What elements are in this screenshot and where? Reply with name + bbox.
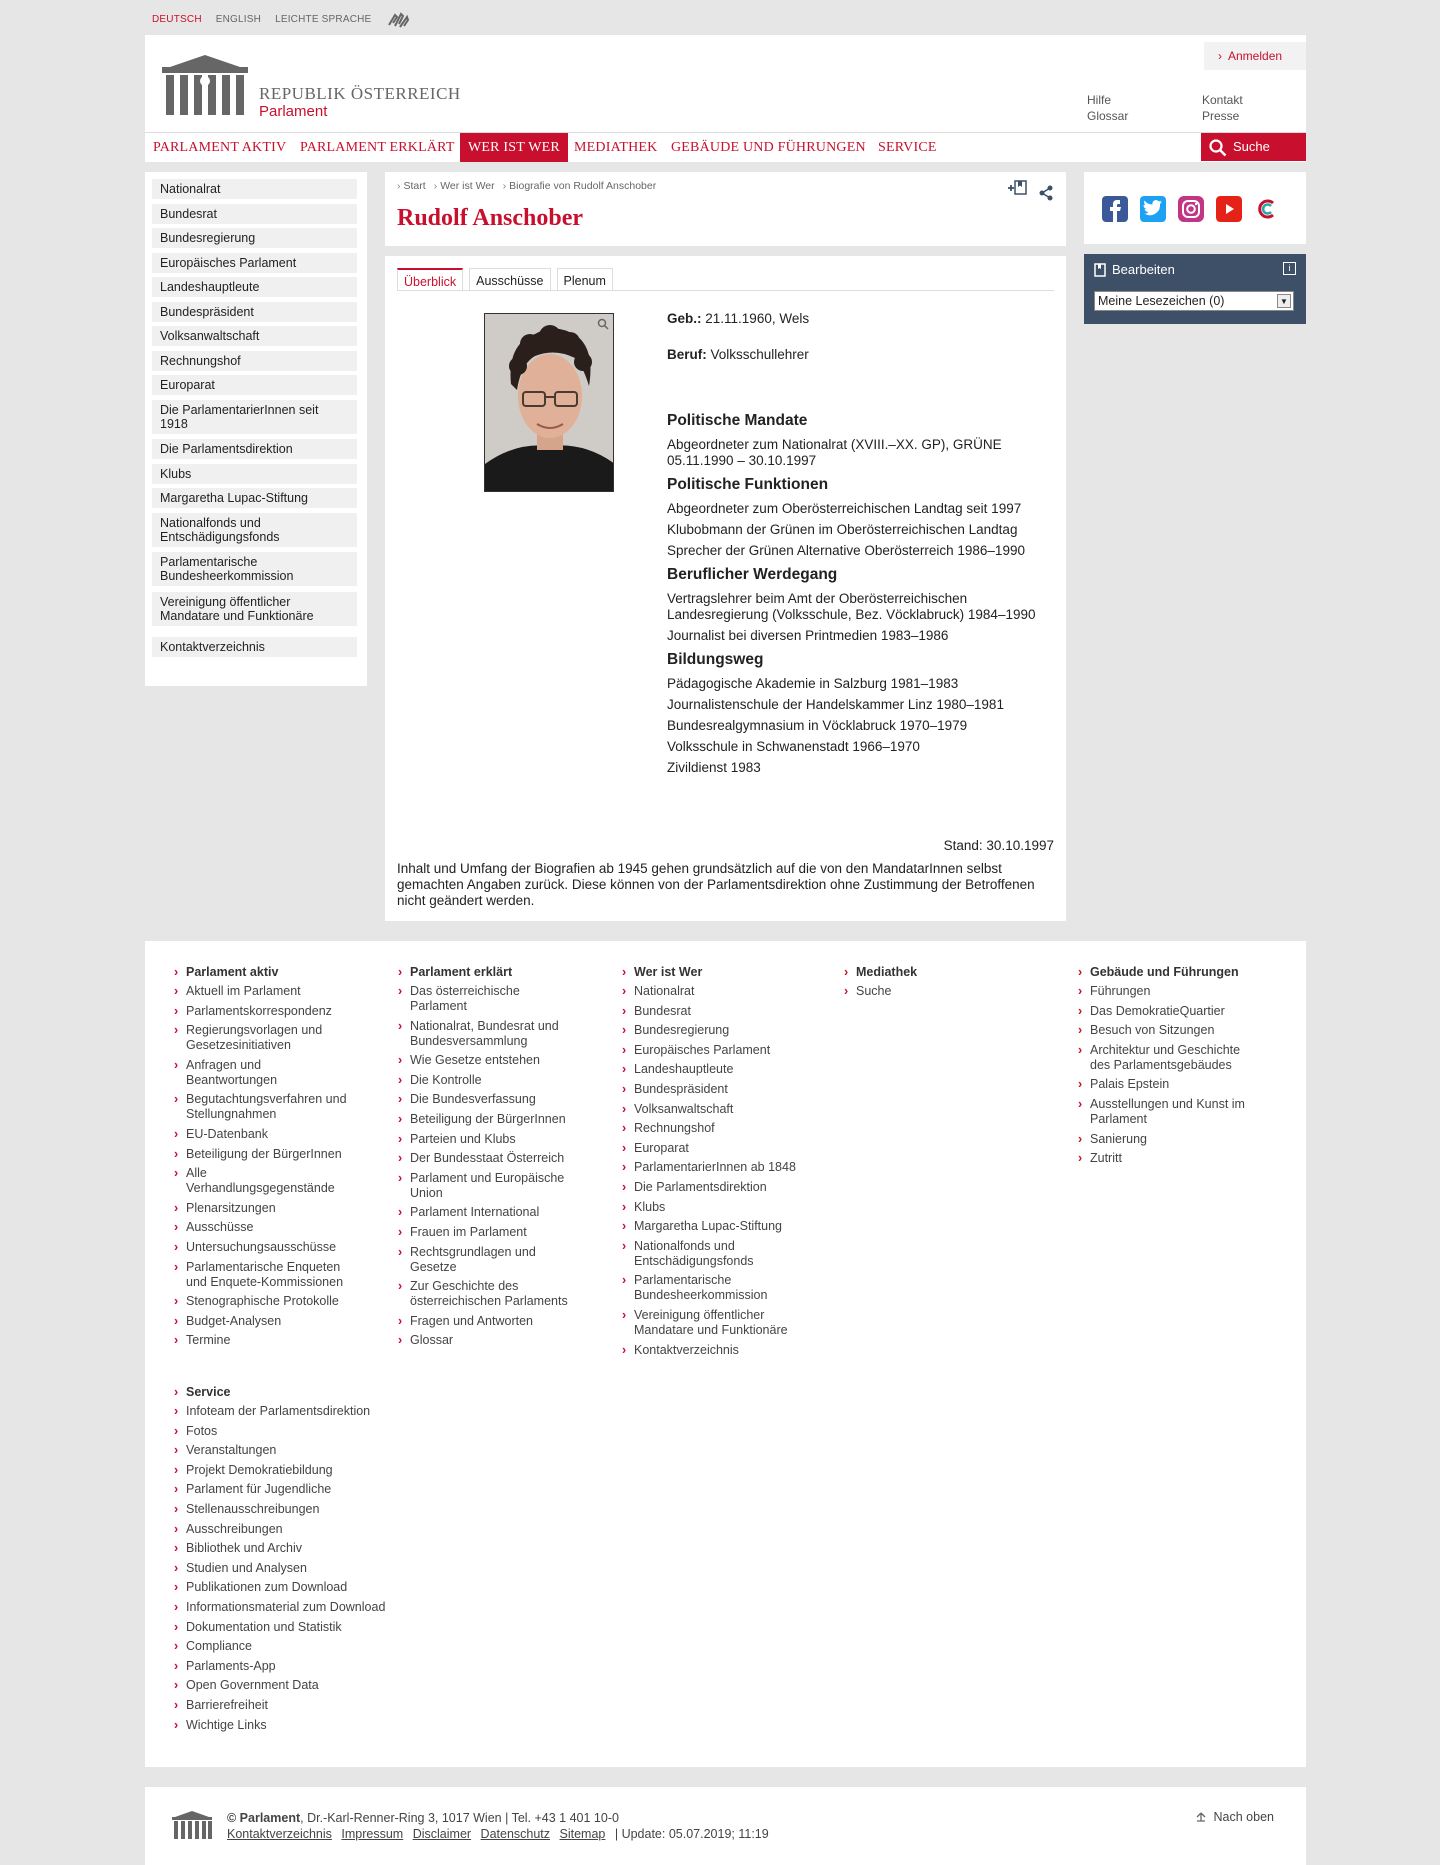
footer-link[interactable]: › Begutachtungsverfahren und Stellungnahmen bbox=[174, 1092, 354, 1122]
sidebar-item-parlamentarierinnen[interactable]: Die ParlamentarierInnen seit 1918 bbox=[152, 400, 357, 434]
sidebar-item-bundesheerkommission[interactable]: Parlamentarische Bundesheerkommission bbox=[152, 552, 357, 586]
footer-link[interactable]: › Rechtsgrundlagen und Gesetze bbox=[398, 1245, 578, 1275]
footer-column-heading[interactable]: › Gebäude und Führungen bbox=[1078, 965, 1258, 979]
page-title: Rudolf Anschober bbox=[397, 205, 584, 231]
chevron-right-icon: › bbox=[1218, 49, 1222, 63]
footer-link[interactable]: › Fragen und Antworten bbox=[398, 1314, 578, 1329]
list-item: Volksschule in Schwanenstadt 1966–1970 bbox=[667, 739, 920, 754]
share-icon[interactable] bbox=[1038, 185, 1054, 201]
footer-column-heading[interactable]: › Service bbox=[174, 1385, 404, 1399]
footer-column-heading[interactable]: › Mediathek bbox=[844, 965, 1024, 979]
help-link[interactable]: Hilfe bbox=[1087, 93, 1112, 107]
footer-link[interactable]: › Beteiligung der BürgerInnen bbox=[174, 1147, 354, 1162]
birth-value: 21.11.1960, Wels bbox=[701, 311, 810, 326]
arrow-up-icon bbox=[1196, 1812, 1206, 1822]
footer-link[interactable]: › Infoteam der Parlamentsdirektion bbox=[174, 1404, 404, 1419]
bookmarks-select-value: Meine Lesezeichen (0) bbox=[1098, 294, 1225, 308]
sidebar-item-bundespraesident[interactable]: Bundespräsident bbox=[152, 302, 357, 322]
footer-link[interactable]: › Parlamentskorrespondenz bbox=[174, 1004, 354, 1019]
footer-link[interactable]: › Stellenausschreibungen bbox=[174, 1502, 404, 1517]
sidebar-item-nationalrat[interactable]: Nationalrat bbox=[152, 179, 357, 199]
search-button[interactable] bbox=[1201, 133, 1306, 161]
footer-link[interactable]: › Budget-Analysen bbox=[174, 1314, 354, 1329]
footer-link[interactable]: › Parlament International bbox=[398, 1205, 578, 1220]
footer-link[interactable]: › Vereinigung öffentlicher Mandatare und Funktionäre bbox=[622, 1308, 802, 1338]
biography-details bbox=[667, 311, 1062, 784]
breadcrumb-current: Biografie von Rudolf Anschober bbox=[509, 180, 657, 192]
footer-link[interactable]: › Compliance bbox=[174, 1639, 404, 1654]
footer-link[interactable]: › Suche bbox=[844, 984, 1024, 999]
footer-link[interactable]: › Bundesrat bbox=[622, 1004, 802, 1019]
footer-link[interactable]: › Das DemokratieQuartier bbox=[1078, 1004, 1258, 1019]
sidebar-item-parlamentsdirektion[interactable]: Die Parlamentsdirektion bbox=[152, 439, 357, 459]
footer-column-service bbox=[174, 1385, 404, 1737]
portrait-photo[interactable] bbox=[484, 313, 614, 492]
address: , Dr.-Karl-Renner-Ring 3, 1017 Wien | Tel. +43 1 401 10-0 bbox=[300, 1811, 619, 1825]
footer-link[interactable]: › Bundespräsident bbox=[622, 1082, 802, 1097]
sidebar-item-volksanwaltschaft[interactable]: Volksanwaltschaft bbox=[152, 326, 357, 346]
youtube-icon[interactable] bbox=[1216, 196, 1242, 222]
nav-parlament-erklaert[interactable]: PARLAMENT ERKLÄRT bbox=[300, 140, 455, 155]
footer-link[interactable]: › Ausschreibungen bbox=[174, 1522, 404, 1537]
sidebar-item-bundesregierung[interactable]: Bundesregierung bbox=[152, 228, 357, 248]
list-item: Pädagogische Akademie in Salzburg 1981–1983 bbox=[667, 676, 959, 691]
sidebar-item-europarat[interactable]: Europarat bbox=[152, 375, 357, 395]
section-heading: Bildungsweg bbox=[667, 651, 764, 668]
footer-link-disclaimer[interactable]: Disclaimer bbox=[412, 1827, 472, 1841]
footer-link[interactable]: › Europäisches Parlament bbox=[622, 1043, 802, 1058]
update-date: | Update: 05.07.2019; 11:19 bbox=[614, 1827, 769, 1841]
footer-link[interactable]: › Veranstaltungen bbox=[174, 1443, 404, 1458]
footer-link[interactable]: › Untersuchungsausschüsse bbox=[174, 1240, 354, 1255]
footer-link-sitemap[interactable]: Sitemap bbox=[559, 1827, 606, 1841]
site-header bbox=[145, 35, 1306, 162]
footer-sitemap bbox=[145, 941, 1306, 1767]
footer-link[interactable]: › Alle Verhandlungsgegenstände bbox=[174, 1166, 354, 1196]
section-political-functions bbox=[667, 477, 1062, 559]
footer-link-kontaktverzeichnis[interactable]: Kontaktverzeichnis bbox=[227, 1827, 332, 1841]
sign-language-icon[interactable] bbox=[385, 9, 411, 29]
footer-link[interactable]: › Parteien und Klubs bbox=[398, 1132, 578, 1147]
footer-link[interactable]: › Zur Geschichte des österreichischen Parlaments bbox=[398, 1279, 578, 1309]
footer-link[interactable]: › Glossar bbox=[398, 1333, 578, 1348]
footer-column-parlament-erklaert bbox=[398, 965, 578, 1353]
footer-link[interactable]: › Die Kontrolle bbox=[398, 1073, 578, 1088]
birth-label: Geb.: bbox=[667, 311, 702, 326]
main-navigation bbox=[145, 132, 1306, 162]
list-item: Abgeordneter zum Oberösterreichischen Landtag seit 1997 bbox=[667, 501, 1022, 516]
back-to-top-label: Nach oben bbox=[1213, 1810, 1274, 1824]
footer-link[interactable]: › Open Government Data bbox=[174, 1678, 404, 1693]
profession-value: Volksschullehrer bbox=[706, 347, 809, 362]
sidebar-item-europaeisches-parlament[interactable]: Europäisches Parlament bbox=[152, 253, 357, 273]
footer-link[interactable]: › Bundesregierung bbox=[622, 1023, 802, 1038]
footer-link[interactable]: › Ausschüsse bbox=[174, 1220, 354, 1235]
section-career bbox=[667, 567, 1062, 644]
back-to-top-link[interactable] bbox=[1196, 1810, 1274, 1824]
sidebar-item-vereinigung-mandatare[interactable]: Vereinigung öffentlicher Mandatare und Funktionäre bbox=[152, 592, 357, 626]
zoom-icon[interactable] bbox=[597, 318, 609, 330]
footer-link[interactable]: › EU-Datenbank bbox=[174, 1127, 354, 1142]
footer-link[interactable]: › Rechnungshof bbox=[622, 1121, 802, 1136]
add-bookmark-icon[interactable] bbox=[1007, 180, 1029, 196]
nav-mediathek[interactable]: MEDIATHEK bbox=[574, 140, 658, 155]
footer-link[interactable]: › Parlamentarische Bundesheerkommission bbox=[622, 1273, 802, 1303]
footer-link[interactable]: › Informationsmaterial zum Download bbox=[174, 1600, 404, 1615]
footer-link-datenschutz[interactable]: Datenschutz bbox=[480, 1827, 551, 1841]
footer-link[interactable]: › Führungen bbox=[1078, 984, 1258, 999]
footer-column-heading[interactable]: › Wer ist Wer bbox=[622, 965, 802, 979]
sidebar-navigation bbox=[145, 172, 367, 686]
footer-link[interactable]: › Ausstellungen und Kunst im Parlament bbox=[1078, 1097, 1258, 1127]
breadcrumb bbox=[397, 180, 656, 192]
footer-link[interactable]: › Parlament für Jugendliche bbox=[174, 1482, 404, 1497]
footer-link[interactable]: › Parlament und Europäische Union bbox=[398, 1171, 578, 1201]
sidebar-item-rechnungshof[interactable]: Rechnungshof bbox=[152, 351, 357, 371]
help-links bbox=[1087, 92, 1128, 124]
parliament-logo-small-icon[interactable] bbox=[171, 1810, 213, 1840]
footer-link[interactable]: › Architektur und Geschichte des Parlamentsgebäudes bbox=[1078, 1043, 1258, 1073]
birth-info bbox=[667, 311, 1062, 327]
section-heading: Beruflicher Werdegang bbox=[667, 566, 838, 583]
footer-link[interactable]: › Landeshauptleute bbox=[622, 1062, 802, 1077]
footer-link[interactable]: › Parlaments-App bbox=[174, 1659, 404, 1674]
list-item: Sprecher der Grünen Alternative Oberösterreich 1986–1990 bbox=[667, 543, 1025, 558]
instagram-icon[interactable] bbox=[1178, 196, 1204, 222]
portrait-image bbox=[485, 314, 614, 492]
footer-link[interactable]: › Bibliothek und Archiv bbox=[174, 1541, 404, 1556]
footer-link[interactable]: › ParlamentarierInnen ab 1848 bbox=[622, 1160, 802, 1175]
lang-deutsch-link[interactable]: DEUTSCH bbox=[152, 14, 202, 25]
nav-wer-ist-wer[interactable]: WER IST WER bbox=[460, 133, 568, 162]
footer-column-gebaeude bbox=[1078, 965, 1258, 1171]
search-icon bbox=[1209, 139, 1227, 157]
page-header-box bbox=[385, 172, 1066, 246]
brand-subtitle: Parlament bbox=[259, 103, 328, 120]
login-button[interactable] bbox=[1204, 42, 1306, 70]
footer-link[interactable]: › Nationalrat, Bundesrat und Bundesversammlung bbox=[398, 1019, 578, 1049]
section-heading: Politische Mandate bbox=[667, 412, 808, 429]
tab-ueberblick[interactable]: Überblick bbox=[397, 268, 463, 290]
list-item: Klubobmann der Grünen im Oberösterreichischen Landtag bbox=[667, 522, 1018, 537]
biography-content bbox=[385, 256, 1066, 921]
footer-link[interactable]: › Nationalrat bbox=[622, 984, 802, 999]
footer-link[interactable]: › Nationalfonds und Entschädigungsfonds bbox=[622, 1239, 802, 1269]
footer-link[interactable]: › Sanierung bbox=[1078, 1132, 1258, 1147]
footer-link[interactable]: › Anfragen und Beantwortungen bbox=[174, 1058, 354, 1088]
brand-title: REPUBLIK ÖSTERREICH bbox=[259, 84, 461, 103]
footer-link[interactable]: › Aktuell im Parlament bbox=[174, 984, 354, 999]
footer-link[interactable]: › Die Parlamentsdirektion bbox=[622, 1180, 802, 1195]
sidebar-item-klubs[interactable]: Klubs bbox=[152, 464, 357, 484]
list-item: Abgeordneter zum Nationalrat (XVIII.–XX. GP), GRÜNE 05.11.1990 – 30.10.1997 bbox=[667, 437, 1002, 468]
footer-link[interactable]: › Klubs bbox=[622, 1200, 802, 1215]
footer-bar bbox=[145, 1787, 1306, 1865]
demokratiewebstatt-icon[interactable] bbox=[1254, 196, 1280, 222]
footer-link[interactable]: › Volksanwaltschaft bbox=[622, 1102, 802, 1117]
copyright: © Parlament bbox=[227, 1811, 301, 1825]
lang-english-link[interactable]: ENGLISH bbox=[215, 14, 262, 25]
contact-link[interactable]: Kontakt bbox=[1202, 93, 1243, 107]
footer-link[interactable]: › Fotos bbox=[174, 1424, 404, 1439]
nav-service[interactable]: SERVICE bbox=[878, 140, 937, 155]
profession-label: Beruf: bbox=[667, 347, 707, 362]
list-item: Journalist bei diversen Printmedien 1983–1986 bbox=[667, 628, 949, 643]
nav-gebaeude-fuehrungen[interactable]: GEBÄUDE UND FÜHRUNGEN bbox=[671, 140, 866, 155]
footer-link[interactable]: › Barrierefreiheit bbox=[174, 1698, 404, 1713]
tab-bar bbox=[397, 268, 613, 290]
breadcrumb-start[interactable]: Start bbox=[403, 180, 426, 192]
nav-parlament-aktiv[interactable]: PARLAMENT AKTIV bbox=[153, 140, 287, 155]
footer-link[interactable]: › Stenographische Protokolle bbox=[174, 1294, 354, 1309]
language-bar bbox=[152, 14, 411, 28]
footer-column-parlament-aktiv bbox=[174, 965, 354, 1353]
footer-link[interactable]: › Parlamentarische Enqueten und Enquete-Kommissionen bbox=[174, 1260, 354, 1290]
footer-link[interactable]: › Plenarsitzungen bbox=[174, 1201, 354, 1216]
edit-label: Bearbeiten bbox=[1112, 262, 1175, 277]
bookmarks-select[interactable] bbox=[1094, 291, 1294, 311]
parliament-logo-icon[interactable] bbox=[160, 53, 250, 117]
login-label: Anmelden bbox=[1228, 49, 1283, 63]
footer-link[interactable]: › Wie Gesetze entstehen bbox=[398, 1053, 578, 1068]
footer-info bbox=[227, 1810, 769, 1842]
footer-link[interactable]: › Zutritt bbox=[1078, 1151, 1258, 1166]
search-label: Suche bbox=[1233, 139, 1270, 154]
list-item: Bundesrealgymnasium in Vöcklabruck 1970–1979 bbox=[667, 718, 968, 733]
info-icon[interactable]: i bbox=[1283, 262, 1296, 275]
list-item: Journalistenschule der Handelskammer Linz 1980–1981 bbox=[667, 697, 1004, 712]
edit-header[interactable] bbox=[1094, 262, 1175, 277]
footer-link[interactable]: › Studien und Analysen bbox=[174, 1561, 404, 1576]
footer-link[interactable]: › Projekt Demokratiebildung bbox=[174, 1463, 404, 1478]
sidebar-item-bundesrat[interactable]: Bundesrat bbox=[152, 204, 357, 224]
footer-link[interactable]: › Termine bbox=[174, 1333, 354, 1348]
status-date: Stand: 30.10.1997 bbox=[943, 838, 1054, 853]
footer-link[interactable]: › Margaretha Lupac-Stiftung bbox=[622, 1219, 802, 1234]
glossary-link[interactable]: Glossar bbox=[1087, 109, 1129, 123]
footer-link[interactable]: › Das österreichische Parlament bbox=[398, 984, 578, 1014]
footer-link[interactable]: › Palais Epstein bbox=[1078, 1077, 1258, 1092]
sidebar-item-landeshauptleute[interactable]: Landeshauptleute bbox=[152, 277, 357, 297]
list-item: Vertragslehrer beim Amt der Oberösterreichischen Landesregierung (Volksschule, Bez. Vöcklabruck) 1984–1990 bbox=[667, 591, 1036, 622]
footer-column-heading[interactable]: › Parlament aktiv bbox=[174, 965, 354, 979]
footer-link[interactable]: › Die Bundesverfassung bbox=[398, 1092, 578, 1107]
tab-divider bbox=[397, 290, 1054, 291]
sidebar-item-nationalfonds[interactable]: Nationalfonds und Entschädigungsfonds bbox=[152, 513, 357, 547]
breadcrumb-wer-ist-wer[interactable]: Wer ist Wer bbox=[440, 180, 495, 192]
footer-column-mediathek bbox=[844, 965, 1024, 1004]
bookmarks-panel bbox=[1084, 254, 1306, 324]
footer-link[interactable]: › Publikationen zum Download bbox=[174, 1580, 404, 1595]
footer-link-impressum[interactable]: Impressum bbox=[341, 1827, 404, 1841]
footer-link[interactable]: › Europarat bbox=[622, 1141, 802, 1156]
press-link[interactable]: Presse bbox=[1202, 109, 1240, 123]
footer-link[interactable]: › Frauen im Parlament bbox=[398, 1225, 578, 1240]
chevron-down-icon: ▼ bbox=[1277, 294, 1291, 308]
section-education bbox=[667, 652, 1062, 776]
footer-column-heading[interactable]: › Parlament erklärt bbox=[398, 965, 578, 979]
footer-link[interactable]: › Besuch von Sitzungen bbox=[1078, 1023, 1258, 1038]
footer-column-wer-ist-wer bbox=[622, 965, 802, 1362]
contact-links bbox=[1202, 92, 1243, 124]
footer-link[interactable]: › Wichtige Links bbox=[174, 1718, 404, 1733]
footer-link[interactable]: › Kontaktverzeichnis bbox=[622, 1343, 802, 1358]
facebook-icon[interactable] bbox=[1102, 196, 1128, 222]
section-heading: Politische Funktionen bbox=[667, 476, 829, 493]
footer-link[interactable]: › Der Bundesstaat Österreich bbox=[398, 1151, 578, 1166]
footer-link[interactable]: › Regierungsvorlagen und Gesetzesinitiativen bbox=[174, 1023, 354, 1053]
list-item: Zivildienst 1983 bbox=[667, 760, 761, 775]
biography-disclaimer: Inhalt und Umfang der Biografien ab 1945 gehen grundsätzlich auf die von den MandatarInnen selbst gemachten Angaben zurück. Diese können von der Parlamentsdirektion ohne Zustimmung der Betroffenen nicht geändert werden. bbox=[397, 861, 1035, 908]
twitter-icon[interactable] bbox=[1140, 196, 1166, 222]
footer-link[interactable]: › Beteiligung der BürgerInnen bbox=[398, 1112, 578, 1127]
section-political-mandates bbox=[667, 413, 1062, 469]
lang-easy-language-link[interactable]: LEICHTE SPRACHE bbox=[275, 14, 372, 25]
tab-plenum[interactable]: Plenum bbox=[557, 268, 613, 290]
sidebar-item-lupac-stiftung[interactable]: Margaretha Lupac-Stiftung bbox=[152, 488, 357, 508]
document-icon bbox=[1094, 263, 1106, 277]
sidebar-item-kontaktverzeichnis[interactable]: Kontaktverzeichnis bbox=[152, 637, 357, 657]
profession-info bbox=[667, 347, 1062, 363]
tab-ausschuesse[interactable]: Ausschüsse bbox=[469, 268, 550, 290]
social-media-box bbox=[1084, 172, 1306, 244]
footer-link[interactable]: › Dokumentation und Statistik bbox=[174, 1620, 404, 1635]
